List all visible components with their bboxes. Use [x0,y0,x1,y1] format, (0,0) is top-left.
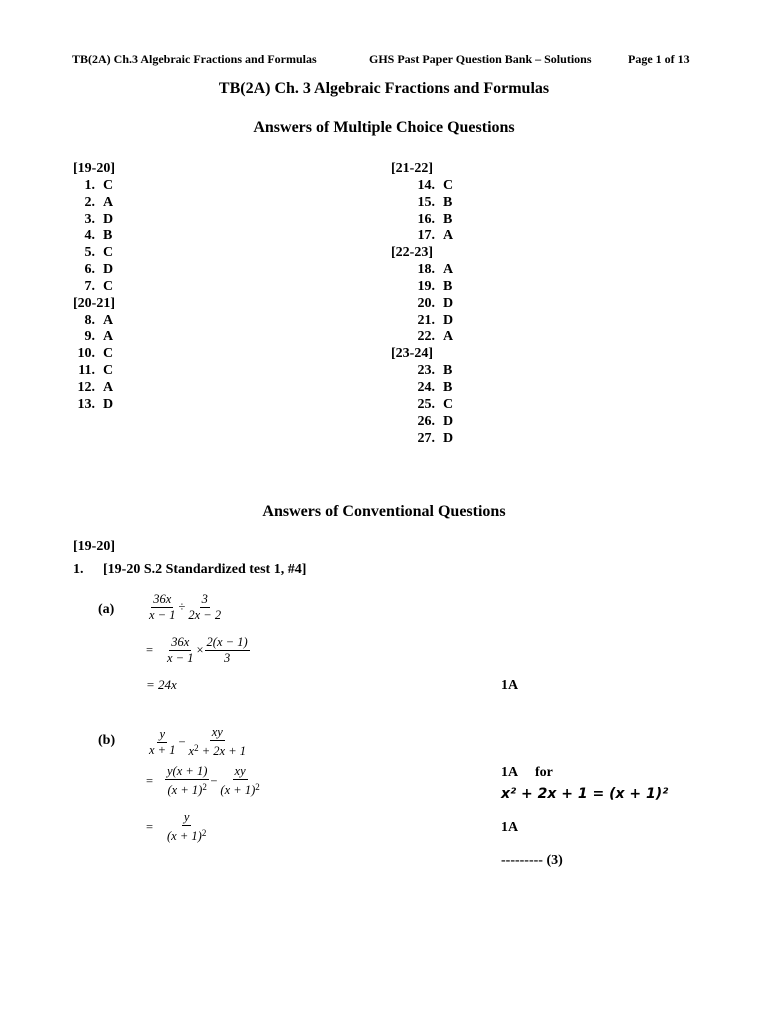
mcq-answer-letter: C [103,245,114,261]
mcq-answer-letter: D [443,295,454,311]
mcq-answer-item [73,195,115,212]
mcq-answer-item [391,414,453,431]
mcq-question-number: 14. [417,177,435,193]
mcq-question-number: 22. [417,329,435,345]
fraction: $\frac{y}{x + 1}$ [149,726,176,757]
mcq-question-number: 17. [417,228,435,244]
mcq-answer-letter: D [443,413,454,429]
part-b-mark-2: 1A [501,820,519,835]
mcq-answer-letter: B [443,211,453,227]
part-b-mark-for: for [535,765,553,780]
fraction: $\frac{y}{(x + 1)^2}$ [167,810,207,843]
mcq-question-number: 10. [77,346,95,362]
mcq-question-number: 12. [77,379,95,395]
mcq-question-number: 19. [417,278,435,294]
mcq-section-label: [22-23] [391,245,433,261]
mcq-section-label: [19-20] [73,161,115,176]
mcq-answer-letter: B [443,278,453,294]
mcq-answer-item [73,380,115,397]
mcq-section-label: [23-24] [391,346,433,362]
mcq-answer-letter: C [443,396,454,412]
mcq-answer-letter: A [443,262,454,278]
mcq-answer-letter: C [103,346,114,362]
header-source: GHS Past Paper Question Bank – Solutions [369,52,592,66]
mcq-answer-letter: A [103,194,114,210]
part-a-expression: $\frac{36x}{x - 1}$ ÷ $\frac{3}{2x - 2}$ [149,592,222,622]
mcq-answer-letter: A [443,329,454,345]
mcq-answer-item [73,363,115,380]
mcq-answer-item [391,363,453,380]
part-b-result: = $\frac{y}{(x + 1)^2}$ [146,810,207,843]
mcq-question-number: 27. [417,430,435,446]
mcq-answer-item [391,212,453,229]
mcq-question-number: 21. [417,312,435,328]
mcq-question-number: 8. [84,312,95,328]
mcq-question-number: 25. [417,396,435,412]
mcq-answer-item [391,228,453,245]
mcq-answer-letter: D [103,211,114,227]
mcq-question-number: 3. [84,211,95,227]
part-b-expression: $\frac{y}{x + 1}$ − $\frac{xy}{x^2 + 2x + 1}$ [149,725,247,758]
mcq-answer-item [73,212,115,229]
mcq-answer-item [391,329,453,346]
fraction: $\frac{36x}{x - 1}$ [149,592,176,622]
mcq-column-right [391,161,453,447]
part-b-step-1: = $\frac{y(x + 1)}{(x + 1)^2}$ − $\frac{xy}{(x + 1)^2}$ [146,764,260,797]
mcq-answer-item [391,178,453,195]
mcq-question-number: 4. [84,228,95,244]
mcq-answer-item [73,178,115,195]
mcq-question-number: 7. [84,278,95,294]
mcq-column-left [73,161,115,414]
part-a-mark: 1A [501,678,519,693]
conventional-heading: Answers of Conventional Questions [262,503,506,520]
fraction: $\frac{xy}{(x + 1)^2}$ [220,764,260,797]
mcq-question-number: 26. [417,413,435,429]
mcq-answer-letter: A [103,329,114,345]
identity-formula: x² + 2x + 1 = (x + 1)² [501,786,669,802]
mcq-answer-letter: B [443,363,453,379]
mcq-answer-item [73,279,115,296]
mcq-section-label: [20-21] [73,295,115,311]
mcq-answer-letter: B [443,194,453,210]
mcq-answer-item [391,380,453,397]
mcq-question-number: 20. [417,295,435,311]
header-chapter: TB(2A) Ch.3 Algebraic Fractions and Formulas [72,52,317,66]
mcq-answer-letter: C [443,177,454,193]
mcq-answer-item [73,397,115,414]
mcq-question-number: 1. [84,177,95,193]
part-a-step-1: = $\frac{36x}{x - 1}$ × $\frac{2(x - 1)}{3}$ [146,635,248,665]
part-b-label: (b) [98,733,116,748]
total-marks: --------- (3) [501,853,563,868]
part-a-result: = 24x [146,677,177,692]
mcq-answer-letter: D [103,396,114,412]
mcq-answer-letter: B [103,228,113,244]
mcq-question-number: 13. [77,396,95,412]
fraction: $\frac{2(x - 1)}{3}$ [206,635,248,665]
part-a-label: (a) [98,602,115,617]
mcq-question-number: 18. [417,262,435,278]
mcq-question-number: 15. [417,194,435,210]
mcq-answer-letter: D [443,312,454,328]
mcq-question-number: 6. [84,262,95,278]
mcq-answer-item [73,346,115,363]
mcq-answer-item [391,431,453,448]
mcq-answer-item [391,279,453,296]
fraction: $\frac{36x}{x - 1}$ [167,635,194,665]
mcq-answer-letter: A [103,379,114,395]
mcq-question-number: 23. [417,363,435,379]
mcq-answer-item [73,228,115,245]
mcq-question-number: 16. [417,211,435,227]
mcq-answer-letter: A [443,228,454,244]
mcq-question-number: 5. [84,245,95,261]
mcq-answer-item [73,329,115,346]
mcq-answer-item [391,296,453,313]
mcq-answer-letter: B [443,379,453,395]
question-number: 1. [73,562,84,577]
mcq-answer-item [73,262,115,279]
part-b-mark-1: 1A [501,765,519,780]
mcq-answer-item [391,397,453,414]
mcq-answer-letter: C [103,177,114,193]
section-label: [19-20] [73,539,115,554]
page-title: TB(2A) Ch. 3 Algebraic Fractions and Formulas [218,80,550,97]
mcq-answer-letter: D [103,262,114,278]
mcq-answer-item [73,245,115,262]
mcq-question-number: 11. [78,363,95,379]
mcq-answer-letter: C [103,363,114,379]
mcq-answer-item [391,262,453,279]
mcq-answer-item [391,195,453,212]
header-page-number: Page 1 of 13 [628,52,690,66]
mcq-question-number: 24. [417,379,435,395]
question-source: [19-20 S.2 Standardized test 1, #4] [103,562,307,577]
mcq-answer-item [73,313,115,330]
mcq-section-label: [21-22] [391,161,433,176]
fraction: $\frac{3}{2x - 2}$ [188,592,222,622]
mcq-answer-item [391,313,453,330]
mcq-answer-letter: A [103,312,114,328]
mcq-answer-letter: D [443,430,454,446]
mcq-question-number: 2. [84,194,95,210]
fraction: $\frac{y(x + 1)}{(x + 1)^2}$ [167,764,208,797]
mcq-question-number: 9. [84,329,95,345]
mcq-heading: Answers of Multiple Choice Questions [253,119,515,136]
mcq-answer-letter: C [103,278,114,294]
fraction: $\frac{xy}{x^2 + 2x + 1}$ [188,725,247,758]
